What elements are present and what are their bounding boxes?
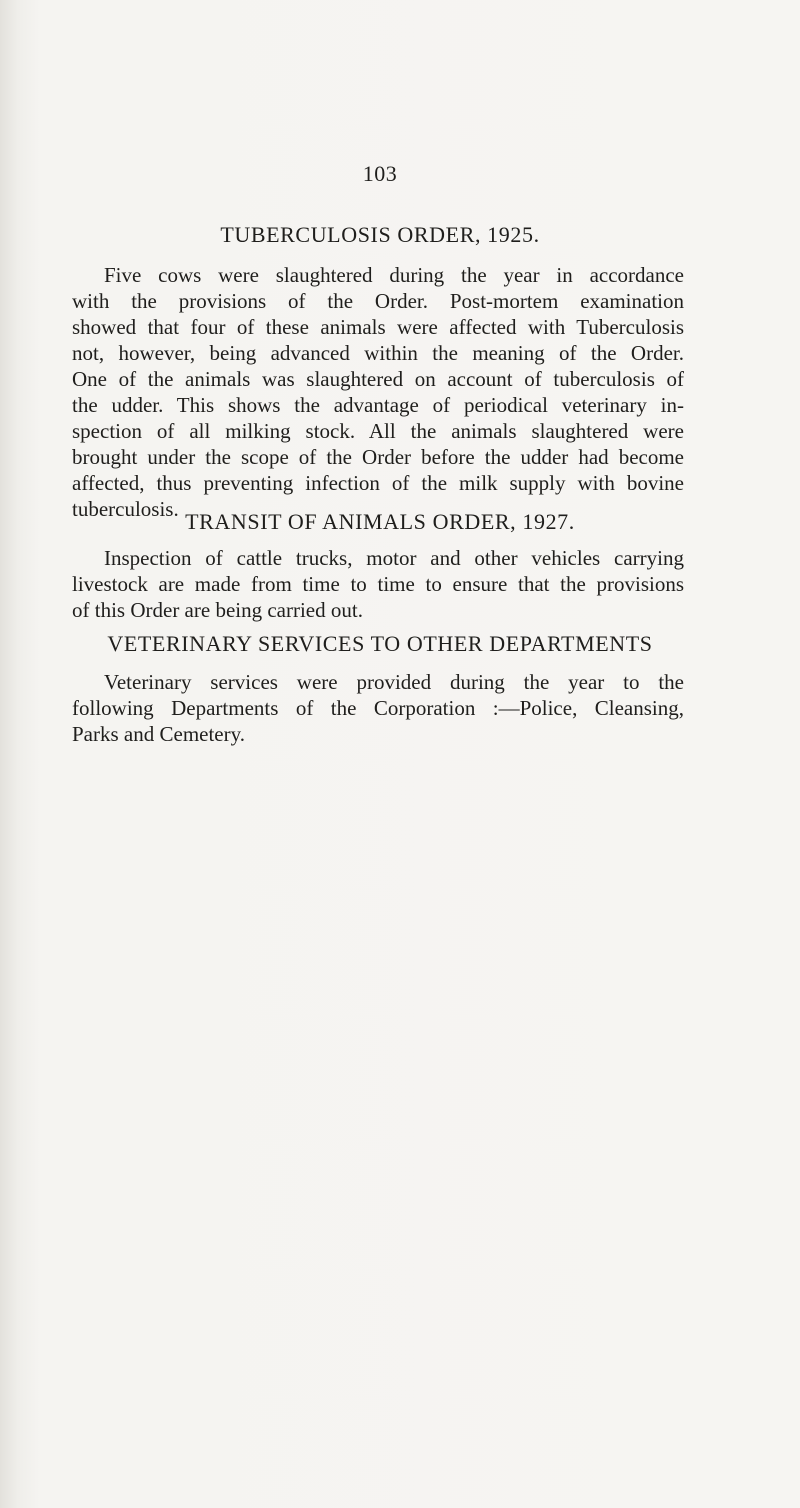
paragraph-veterinary-services bbox=[72, 669, 684, 747]
heading-veterinary-services: VETERINARY SERVICES TO OTHER DEPARTMENTS bbox=[107, 631, 653, 656]
text-line: Five cows were slaughtered during the year in accordance bbox=[104, 263, 684, 287]
text-line: Inspection of cattle trucks, motor and other vehicles carrying bbox=[104, 546, 684, 570]
text-line: spection of all milking stock. All the animals slaughtered were bbox=[72, 419, 684, 443]
heading-transit-of-animals-order: TRANSIT OF ANIMALS ORDER, 1927. bbox=[185, 509, 575, 534]
text-line: not, however, being advanced within the meaning of the Order. bbox=[72, 341, 684, 365]
text-line: Veterinary services were provided during the year to the bbox=[104, 670, 684, 694]
text-line: tuberculosis. bbox=[72, 497, 179, 521]
text-line: following Departments of the Corporation :—Police, Cleansing, bbox=[72, 696, 684, 720]
paragraph-tuberculosis-order bbox=[72, 262, 684, 522]
page-number: 103 bbox=[362, 161, 398, 186]
text-line: livestock are made from time to time to ensure that the provisions bbox=[72, 572, 684, 596]
text-line: showed that four of these animals were affected with Tuberculosis bbox=[72, 315, 684, 339]
text-line: Parks and Cemetery. bbox=[72, 722, 246, 746]
text-line: with the provisions of the Order. Post-mortem examination bbox=[72, 289, 684, 313]
text-line: brought under the scope of the Order before the udder had become bbox=[72, 445, 684, 469]
text-line: of this Order are being carried out. bbox=[72, 598, 363, 622]
text-line: affected, thus preventing infection of the milk supply with bovine bbox=[72, 471, 684, 495]
paragraph-transit-of-animals-order bbox=[72, 545, 684, 623]
text-line: One of the animals was slaughtered on account of tuberculosis of bbox=[72, 367, 684, 391]
text-line: the udder. This shows the advantage of periodical veterinary in- bbox=[72, 393, 684, 417]
heading-tuberculosis-order: TUBERCULOSIS ORDER, 1925. bbox=[220, 222, 540, 247]
